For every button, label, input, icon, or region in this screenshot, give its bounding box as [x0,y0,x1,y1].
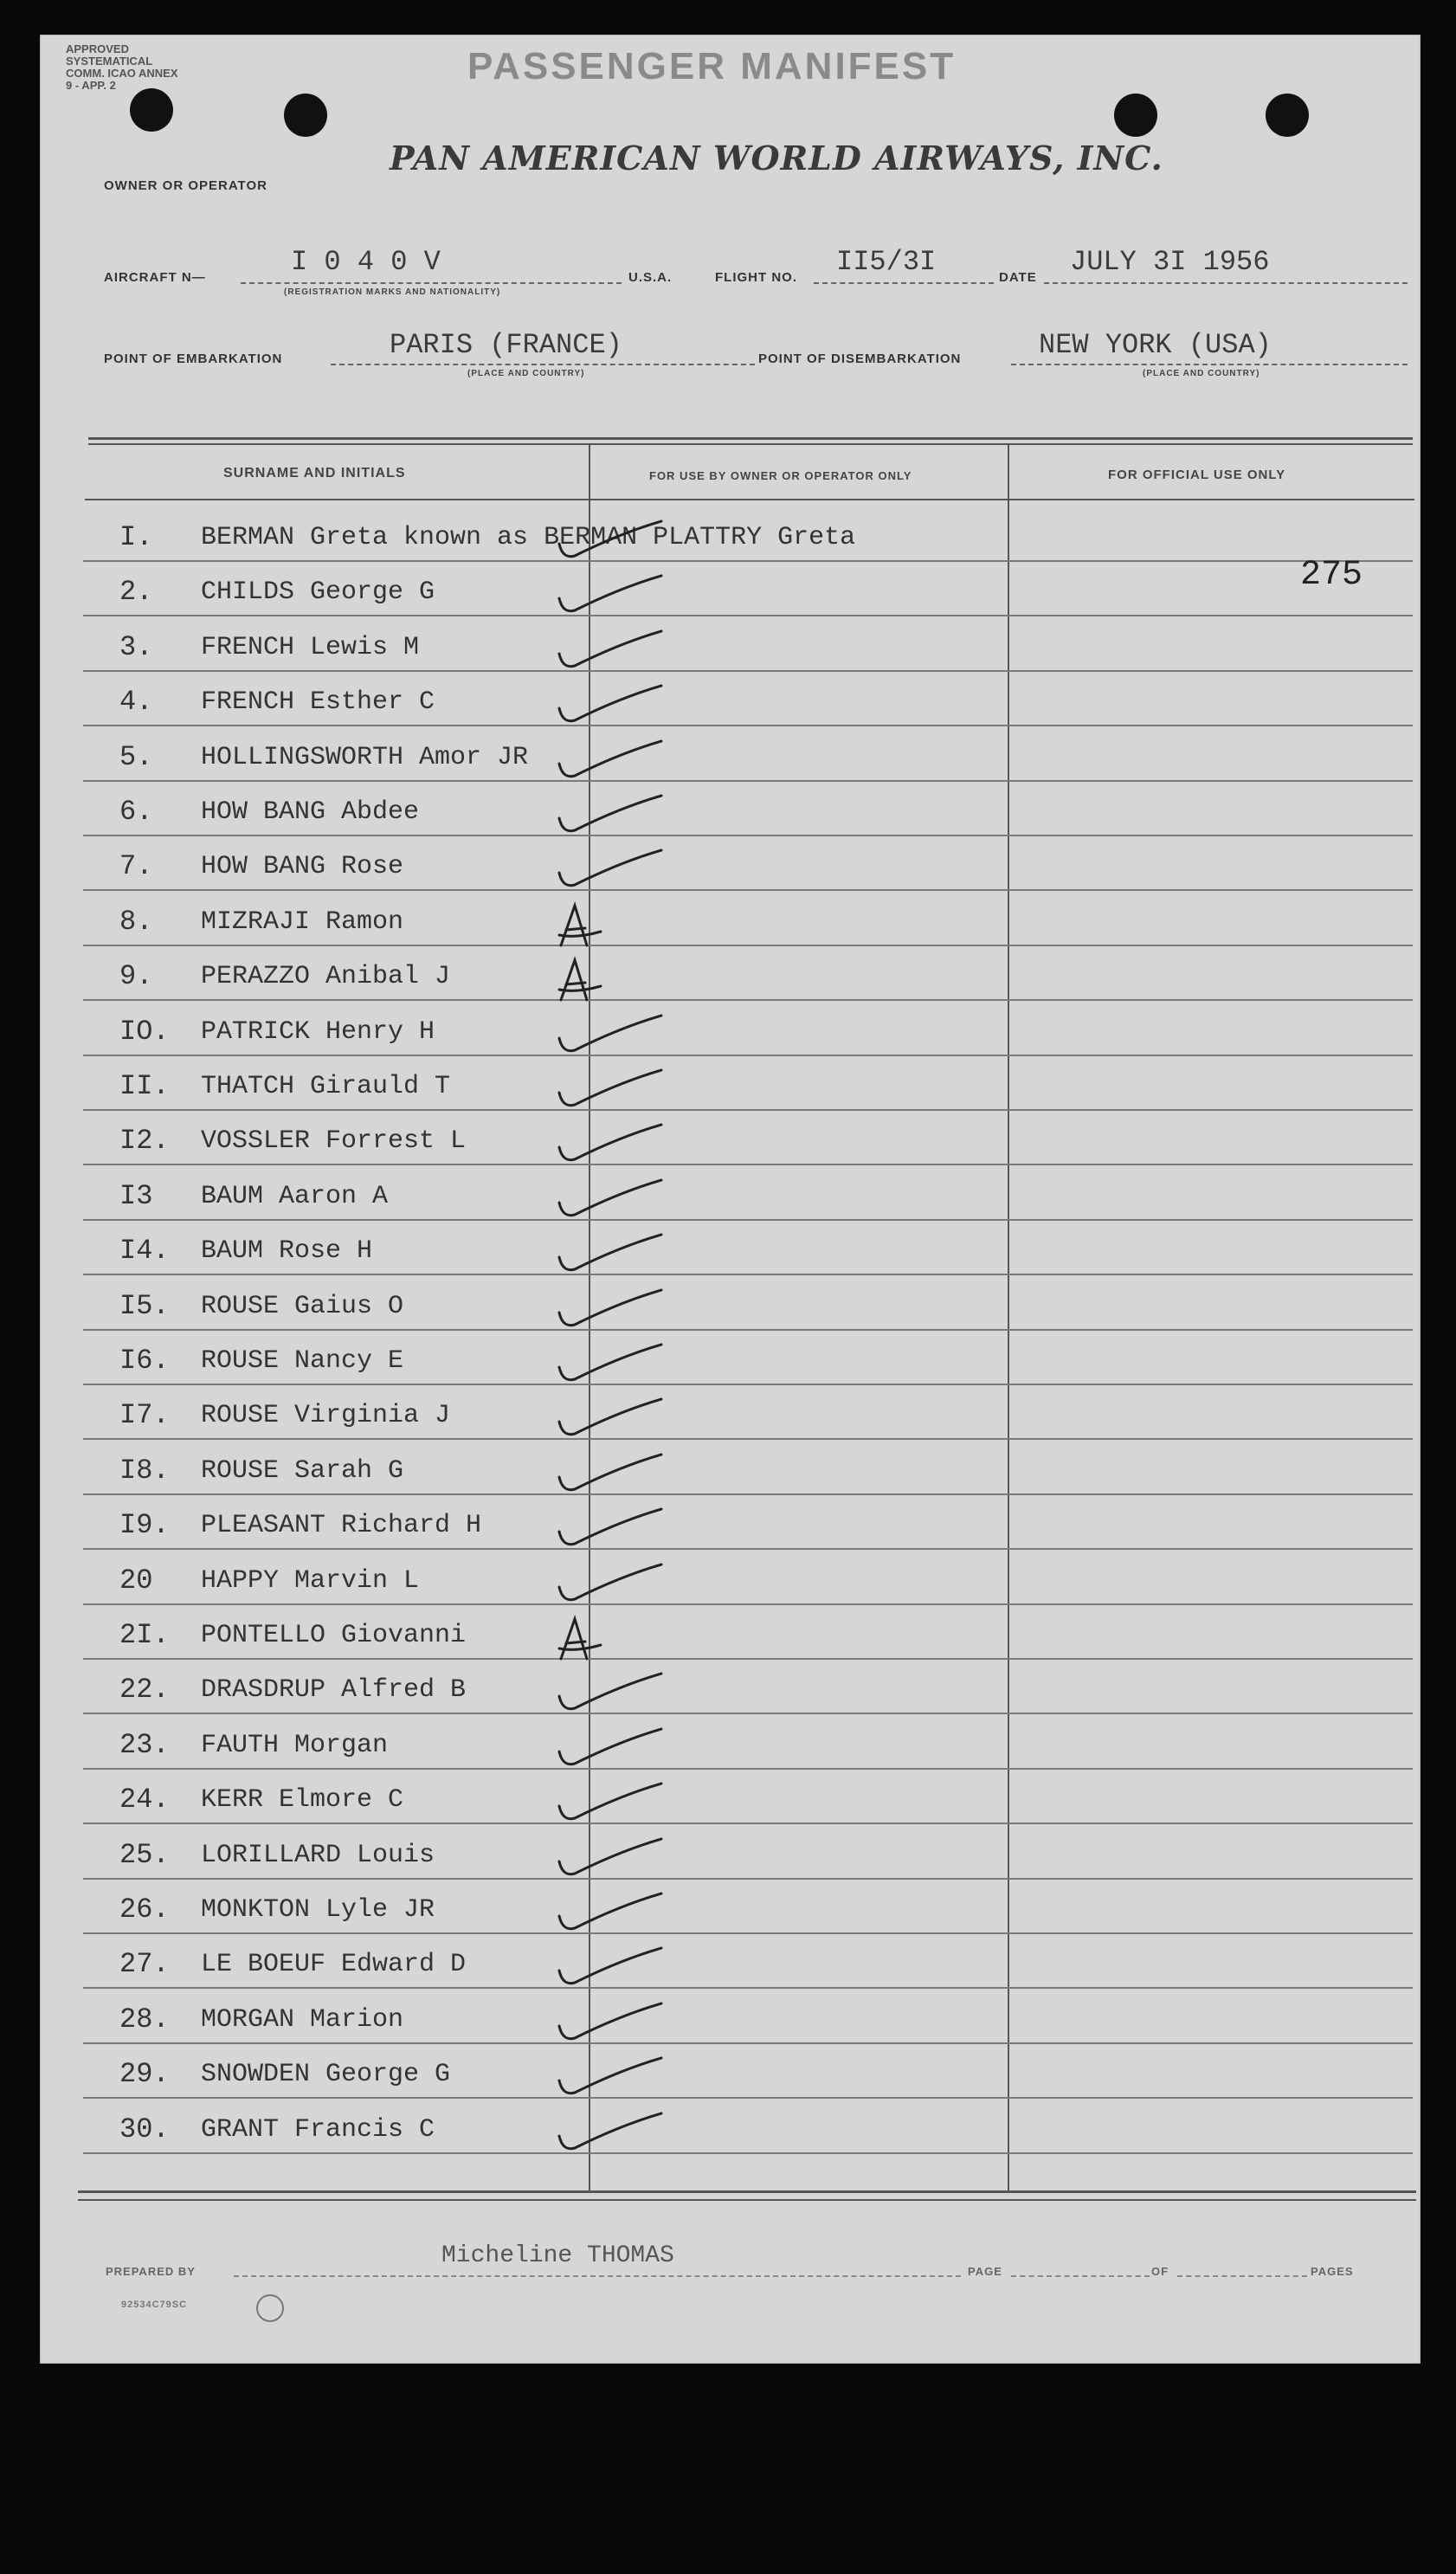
passenger-name: HAPPY Marvin L [201,1566,420,1596]
row-rule [83,999,1413,1001]
table-top-rule [88,437,1413,440]
passenger-name: LE BOEUF Edward D [201,1950,467,1979]
row-number: 24. [119,1784,170,1816]
alien-mark-icon [551,955,706,1007]
passenger-name: ROUSE Nancy E [201,1346,404,1376]
check-mark-icon [551,1065,706,1117]
row-number: I9. [119,1509,170,1541]
check-mark-icon [551,1010,706,1062]
disembark-value: NEW YORK (USA) [1039,329,1272,361]
passenger-name: ROUSE Sarah G [201,1456,404,1486]
row-rule [83,1603,1413,1605]
header-rule [85,499,1414,500]
row-number: 23. [119,1729,170,1761]
prepared-label: PREPARED BY [106,2265,196,2278]
row-number: I2. [119,1125,170,1157]
row-rule [83,1987,1413,1989]
of-line [1177,2275,1307,2277]
embark-note: (PLACE AND COUNTRY) [467,369,585,378]
pages-label: PAGES [1311,2265,1354,2278]
punch-hole [284,94,327,137]
passenger-name: FAUTH Morgan [201,1731,389,1760]
row-rule [83,670,1413,672]
row-number: 2. [119,576,153,608]
check-mark-icon [551,2108,706,2160]
row-number: 25. [119,1839,170,1871]
check-mark-icon [551,1943,706,1995]
row-number: I3 [119,1180,153,1212]
check-mark-icon [551,1229,706,1281]
check-mark-icon [551,1339,706,1391]
check-mark-icon [551,1888,706,1940]
row-number: 3. [119,631,153,663]
check-mark-icon [551,681,706,732]
row-rule [83,1274,1413,1275]
table-bottom-rule-2 [78,2199,1416,2201]
row-rule [83,1932,1413,1934]
aircraft-label: AIRCRAFT N— [104,270,206,285]
form-code: 92534C79SC [121,2300,188,2310]
row-rule [83,1658,1413,1660]
check-mark-icon [551,1175,706,1227]
row-rule [83,780,1413,782]
row-rule [83,1219,1413,1221]
passenger-name: CHILDS George G [201,577,435,607]
aircraft-value: I 0 4 0 V [291,246,441,278]
row-number: 6. [119,796,153,828]
passenger-name: PERAZZO Anibal J [201,962,451,991]
row-rule [83,2097,1413,2099]
check-mark-icon [551,1119,706,1171]
owner-label: OWNER OR OPERATOR [104,178,267,193]
passenger-name: BAUM Aaron A [201,1182,389,1211]
row-rule [83,615,1413,616]
check-mark-icon [551,626,706,678]
row-rule [83,1109,1413,1111]
check-mark-icon [551,1394,706,1446]
passenger-name: ROUSE Gaius O [201,1292,404,1321]
official-mark: 275 [1300,556,1363,595]
row-number: I8. [119,1455,170,1487]
row-number: 7. [119,850,153,882]
date-label: DATE [999,270,1037,285]
check-mark-icon [551,1449,706,1501]
flight-line [814,282,994,284]
union-bug-icon [256,2294,284,2322]
passenger-name: MORGAN Marion [201,2005,404,2035]
disembark-line [1011,364,1408,365]
check-mark-icon [551,790,706,842]
check-mark-icon [551,1504,706,1556]
row-number: 2I. [119,1619,170,1651]
prepared-line [234,2275,961,2277]
row-rule [83,1768,1413,1770]
punch-hole [1114,94,1157,137]
row-rule [83,1548,1413,1550]
row-number: 22. [119,1674,170,1706]
column-owner-use: FOR USE BY OWNER OR OPERATOR ONLY [649,469,912,482]
row-rule [83,560,1413,562]
aircraft-line [241,282,622,284]
row-rule [83,2152,1413,2154]
passenger-name: MONKTON Lyle JR [201,1895,435,1925]
row-rule [83,1493,1413,1495]
passenger-name: FRENCH Esther C [201,687,435,717]
passenger-name: ROUSE Virginia J [201,1401,451,1430]
row-rule [83,725,1413,726]
row-number: I5. [119,1290,170,1322]
row-number: I4. [119,1235,170,1267]
of-label: OF [1151,2265,1169,2278]
passenger-name: FRENCH Lewis M [201,633,420,662]
check-mark-icon [551,1668,706,1720]
passenger-name: THATCH Girauld T [201,1072,451,1101]
row-number: 30. [119,2113,170,2145]
embark-value: PARIS (FRANCE) [390,329,622,361]
alien-mark-icon [551,1614,706,1666]
check-mark-icon [551,1998,706,2050]
column-divider-2 [1008,443,1009,2190]
row-rule [83,835,1413,836]
check-mark-icon [551,845,706,897]
passenger-name: HOW BANG Rose [201,852,404,881]
page-label: PAGE [968,2265,1002,2278]
date-value: JULY 3I 1956 [1070,246,1270,278]
row-rule [83,1329,1413,1331]
check-mark-icon [551,516,706,568]
row-number: IO. [119,1016,170,1048]
passenger-name: HOW BANG Abdee [201,797,420,827]
passenger-name: PONTELLO Giovanni [201,1621,467,1650]
check-mark-icon [551,1724,706,1776]
row-number: I6. [119,1345,170,1377]
page-line [1011,2275,1150,2277]
passenger-name: KERR Elmore C [201,1785,404,1815]
passenger-name: LORILLARD Louis [201,1841,435,1870]
column-official-use: FOR OFFICIAL USE ONLY [1108,468,1286,482]
embark-label: POINT OF EMBARKATION [104,352,283,366]
row-number: 9. [119,960,153,992]
prepared-value: Micheline THOMAS [441,2242,674,2269]
usa-label: U.S.A. [628,270,673,285]
registration-note: (REGISTRATION MARKS AND NATIONALITY) [284,287,501,297]
row-number: II. [119,1070,170,1102]
disembark-note: (PLACE AND COUNTRY) [1143,369,1260,378]
approval-stamp: APPROVED SYSTEMATICAL COMM. ICAO ANNEX 9 - APP. 2 [66,42,178,92]
row-rule [83,889,1413,891]
page-title: PASSENGER MANIFEST [467,45,957,87]
check-mark-icon [551,1778,706,1830]
row-rule [83,1438,1413,1440]
passenger-name: MIZRAJI Ramon [201,907,404,937]
row-number: I. [119,521,153,553]
row-rule [83,1878,1413,1880]
table-bottom-rule [78,2190,1416,2193]
alien-mark-icon [551,900,706,952]
row-number: 8. [119,906,153,938]
row-rule [83,1164,1413,1165]
passenger-name: VOSSLER Forrest L [201,1126,467,1156]
disembark-label: POINT OF DISEMBARKATION [758,352,962,366]
check-mark-icon [551,1285,706,1337]
column-surname: SURNAME AND INITIALS [223,466,406,481]
row-rule [83,1713,1413,1714]
table-top-rule-2 [88,443,1413,445]
row-number: 5. [119,741,153,773]
passenger-name: BAUM Rose H [201,1236,373,1266]
row-number: 26. [119,1893,170,1926]
row-rule [83,2042,1413,2044]
check-mark-icon [551,571,706,623]
passenger-name: BERMAN Greta known as BERMAN PLATTRY Greta [201,523,856,552]
punch-hole [130,88,173,132]
passenger-name: GRANT Francis C [201,2115,435,2145]
passenger-name: DRASDRUP Alfred B [201,1675,467,1705]
row-number: 29. [119,2058,170,2090]
flight-value: II5/3I [836,246,937,278]
check-mark-icon [551,736,706,788]
row-number: 28. [119,2003,170,2035]
date-line [1044,282,1408,284]
row-number: 27. [119,1948,170,1980]
row-rule [83,1822,1413,1824]
row-rule [83,945,1413,946]
check-mark-icon [551,2053,706,2105]
passenger-name: SNOWDEN George G [201,2060,451,2089]
row-rule [83,1384,1413,1385]
row-number: 20 [119,1564,153,1597]
check-mark-icon [551,1834,706,1886]
flight-label: FLIGHT NO. [715,270,797,285]
check-mark-icon [551,1559,706,1611]
passenger-name: HOLLINGSWORTH Amor JR [201,743,529,772]
row-rule [83,1055,1413,1056]
row-number: 4. [119,686,153,718]
row-number: I7. [119,1399,170,1431]
punch-hole [1266,94,1309,137]
embark-line [331,364,755,365]
passenger-name: PATRICK Henry H [201,1017,435,1047]
company-name: PAN AMERICAN WORLD AIRWAYS, INC. [390,139,1163,177]
passenger-name: PLEASANT Richard H [201,1511,482,1540]
